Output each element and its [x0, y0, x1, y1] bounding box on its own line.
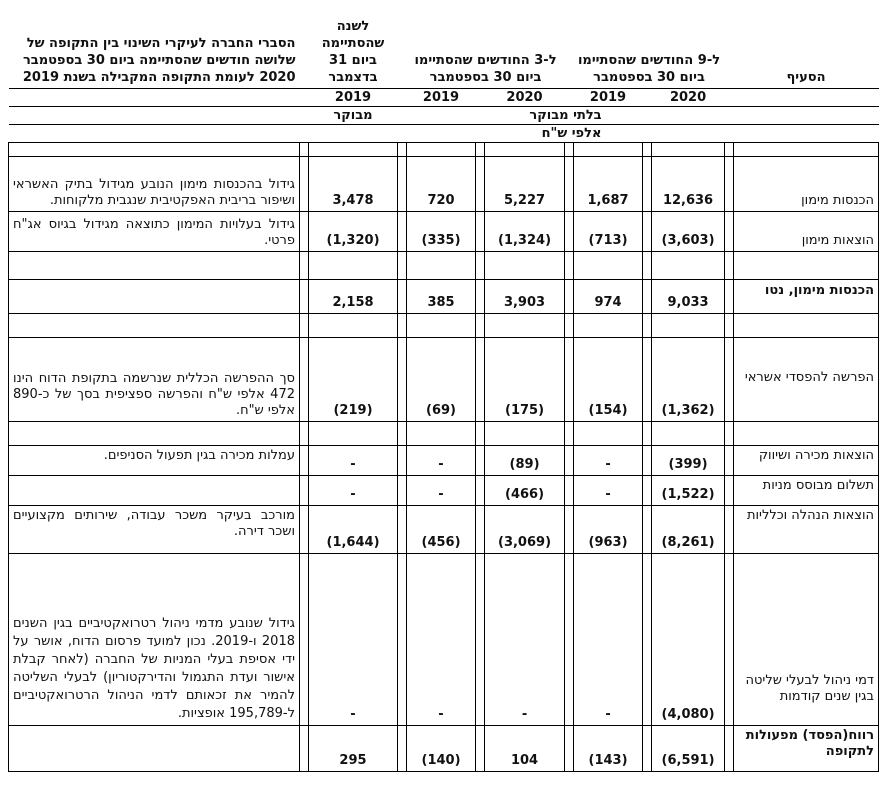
nine-months-header: ל-9 החודשים שהסתיימו ביום 30 בספטמבר	[577, 52, 721, 85]
section-col-header: הסעיף	[786, 69, 826, 85]
header-row	[9, 8, 879, 88]
value-cell: (3,603)	[652, 211, 725, 251]
explanation-col-header: הסברי החברה לעיקרי השינוי בין התקופה של שלושה חודשים שהסתיימה ביום 30 בספטמבר 2020 לעומת התקופה המקבילה בשנת 2019	[22, 35, 296, 85]
table-row	[9, 445, 879, 475]
value-cell: -	[407, 553, 476, 725]
explanation-cell: מורכב בעיקר משכר עבודה, שירותים מקצועיים ושכר דירה.	[9, 505, 300, 553]
explanation-cell: גידול בהכנסות מימון הנובע מגידול בתיק האשראי ושיפור בריבית האפקטיבית שנגבית מלקוחות.	[9, 156, 300, 211]
row-label: הוצאות מימון	[734, 211, 879, 251]
value-cell: (1,644)	[309, 505, 398, 553]
value-cell: (713)	[574, 211, 643, 251]
explanation-cell: סך ההפרשה הכללית שנרשמה בתקופת הדוח הינו 472 אלפי ש"ח והפרשה ספציפית בסך של כ-890 אלפי ש"ח.	[9, 337, 300, 421]
unaudited-label: בלתי מבוקר	[407, 106, 725, 124]
value-cell: 2,158	[309, 279, 398, 313]
explanation-cell: עמלות מכירה בגין תפעול הסניפים.	[9, 445, 300, 475]
years-row	[9, 88, 879, 106]
value-cell: -	[485, 553, 565, 725]
table-row	[9, 279, 879, 313]
value-cell: -	[574, 475, 643, 505]
value-cell: (456)	[407, 505, 476, 553]
value-cell: 295	[309, 725, 398, 771]
explanation-cell	[9, 725, 300, 771]
spacer-row	[9, 251, 879, 279]
value-cell: 104	[485, 725, 565, 771]
row-label: רווח(הפסד) מפעולות לתקופה	[734, 725, 879, 771]
value-cell: 3,478	[309, 156, 398, 211]
value-cell: (399)	[652, 445, 725, 475]
value-cell: 9,033	[652, 279, 725, 313]
table-row	[9, 337, 879, 421]
value-cell: (3,069)	[485, 505, 565, 553]
table-row	[9, 725, 879, 771]
year-cell: 2020	[652, 88, 725, 106]
value-cell: 720	[407, 156, 476, 211]
value-cell: (8,261)	[652, 505, 725, 553]
explanation-cell: גידול שנובע מדמי ניהול רטרואקטיביים בגין השנים 2018 ו-2019. נכון למועד פרסום הדוח, אושר על ידי אסיפת בעלי המניות של החברה (לאחר קבלת אישור ועדת התגמול והדירקטוריון) לבעלי השליטה להמיר את זכאותם לדמי הניהול הרטרואקטיביים ל-195,789 אופציות.	[9, 553, 300, 725]
row-label: תשלום מבוסס מניות	[734, 475, 879, 505]
row-label: הוצאות הנהלה וכלליות	[734, 505, 879, 553]
value-cell: 974	[574, 279, 643, 313]
financial-results-table	[8, 8, 879, 772]
value-cell: (1,320)	[309, 211, 398, 251]
table-row	[9, 211, 879, 251]
value-cell: (1,362)	[652, 337, 725, 421]
value-cell: 5,227	[485, 156, 565, 211]
year-cell: 2019	[407, 88, 476, 106]
value-cell: -	[309, 445, 398, 475]
value-cell: 12,636	[652, 156, 725, 211]
value-cell: (219)	[309, 337, 398, 421]
row-label: הוצאות מכירה ושיווק	[734, 445, 879, 475]
value-cell: (175)	[485, 337, 565, 421]
value-cell: -	[309, 553, 398, 725]
value-cell: (963)	[574, 505, 643, 553]
value-cell: 1,687	[574, 156, 643, 211]
explanation-cell	[9, 475, 300, 505]
explanation-cell: גידול בעלויות המימון כתוצאה מגידול בגיוס אג"ח פרטי.	[9, 211, 300, 251]
spacer-row	[9, 142, 879, 156]
value-cell: (1,522)	[652, 475, 725, 505]
value-cell: 385	[407, 279, 476, 313]
audited-label: מבוקר	[309, 106, 398, 124]
value-cell: (335)	[407, 211, 476, 251]
value-cell: 3,903	[485, 279, 565, 313]
value-cell: (6,591)	[652, 725, 725, 771]
value-cell: -	[309, 475, 398, 505]
value-cell: (154)	[574, 337, 643, 421]
value-cell: (140)	[407, 725, 476, 771]
year-col-header: לשנה שהסתיימה ביום 31 בדצמבר	[321, 18, 385, 85]
spacer-row	[9, 421, 879, 445]
table-row	[9, 475, 879, 505]
value-cell: -	[574, 553, 643, 725]
year-cell: 2019	[574, 88, 643, 106]
three-months-header: ל-3 החודשים שהסתיימו ביום 30 בספטמבר	[414, 52, 557, 85]
value-cell: (89)	[485, 445, 565, 475]
table-row	[9, 505, 879, 553]
row-label: הפרשה להפסדי אשראי	[734, 337, 879, 421]
value-cell: (4,080)	[652, 553, 725, 725]
year-cell: 2020	[485, 88, 565, 106]
value-cell: (69)	[407, 337, 476, 421]
units-row	[9, 124, 879, 142]
value-cell: (1,324)	[485, 211, 565, 251]
row-label: הכנסות מימון	[734, 156, 879, 211]
value-cell: -	[407, 445, 476, 475]
value-cell: (466)	[485, 475, 565, 505]
explanation-cell	[9, 279, 300, 313]
units-label: אלפי ש"ח	[9, 124, 879, 142]
row-label: הכנסות מימון, נטו	[734, 279, 879, 313]
table-row	[9, 156, 879, 211]
value-cell: (143)	[574, 725, 643, 771]
row-label: דמי ניהול לבעלי שליטה בגין שנים קודמות	[734, 553, 879, 725]
spacer-row	[9, 313, 879, 337]
audit-status-row	[9, 106, 879, 124]
value-cell: -	[407, 475, 476, 505]
table-row	[9, 553, 879, 725]
year-cell: 2019	[309, 88, 398, 106]
value-cell: -	[574, 445, 643, 475]
